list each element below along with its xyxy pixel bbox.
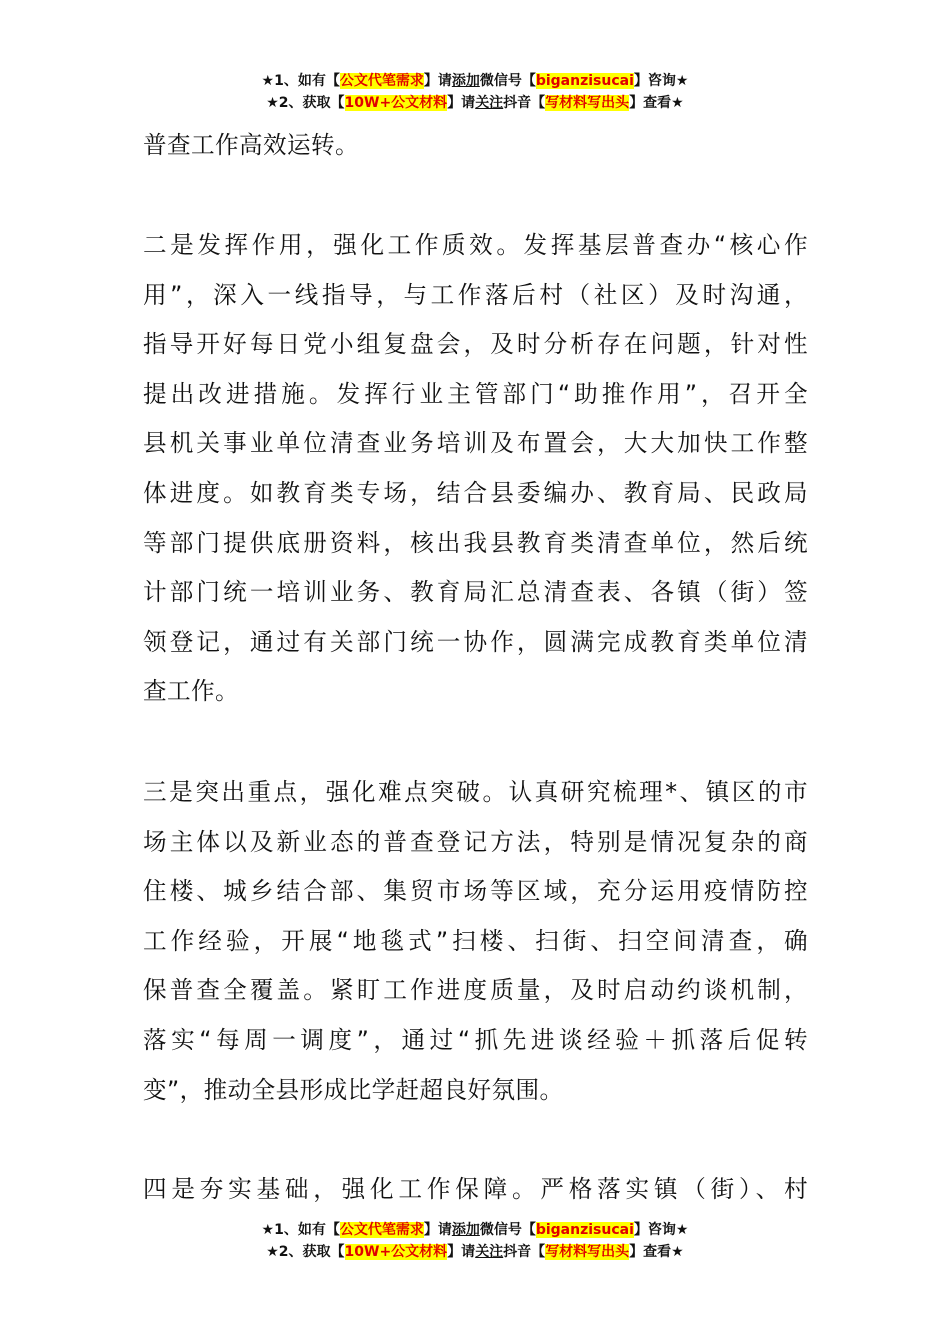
paragraph-line: 提出改进措施。发挥行业主管部门“助推作用”，召开全 <box>143 379 808 408</box>
paragraph-line: 保普查全覆盖。紧盯工作进度质量，及时启动约谈机制， <box>143 976 808 1005</box>
banner-text: ★1、如有【 <box>261 1222 340 1238</box>
banner-text: 】咨询★ <box>633 1222 689 1238</box>
banner-text: 】请 <box>447 1244 476 1260</box>
paragraph-line: 用”，深入一线指导，与工作落后村（社区）及时沟通， <box>143 280 808 309</box>
banner-text: 微信号【 <box>479 1222 536 1238</box>
paragraph-line: 住楼、城乡结合部、集贸市场等区域，充分运用疫情防控 <box>143 877 808 906</box>
banner-text: 】咨询★ <box>633 73 689 89</box>
paragraph-four <box>143 1165 808 1215</box>
paragraph-line: 领登记，通过有关部门统一协作，圆满完成教育类单位清 <box>143 627 808 656</box>
banner-text: 】查看★ <box>629 1244 684 1260</box>
banner-text: 】请 <box>447 95 476 111</box>
banner-line-1 <box>0 1219 950 1241</box>
paragraph-line: 指导开好每日党小组复盘会，及时分析存在问题，针对性 <box>143 330 808 359</box>
paragraph-continuation <box>143 121 808 171</box>
paragraph-line: 体进度。如教育类专场，结合县委编办、教育局、民政局 <box>143 478 808 507</box>
banner-highlight: 公文代笔需求 <box>339 73 424 89</box>
banner-underlined: 添加 <box>451 1222 480 1238</box>
banner-text: 抖音【 <box>503 95 546 111</box>
paragraph-line: 等部门提供底册资料，核出我县教育类清查单位，然后统 <box>143 528 808 557</box>
banner-highlight: 10W+公文材料 <box>344 95 448 111</box>
paragraph-line: 普查工作高效运转。 <box>143 131 359 159</box>
banner-line-1 <box>0 70 950 92</box>
paragraph-three <box>143 768 808 1115</box>
banner-underlined: 添加 <box>451 73 480 89</box>
paragraph-line: 变”，推动全县形成比学赶超良好氛围。 <box>143 1075 564 1104</box>
paragraph-line: 场主体以及新业态的普查登记方法，特别是情况复杂的商 <box>143 827 808 856</box>
paragraph-two <box>143 221 808 717</box>
banner-underlined: 关注 <box>475 95 504 111</box>
banner-text: 抖音【 <box>503 1244 546 1260</box>
banner-highlight: 公文代笔需求 <box>339 1222 424 1238</box>
banner-text: 】请 <box>423 1222 452 1238</box>
banner-line-2 <box>0 1241 950 1263</box>
banner-text: ★1、如有【 <box>261 73 340 89</box>
banner-text: ★2、获取【 <box>266 1244 345 1260</box>
banner-underlined: 关注 <box>475 1244 504 1260</box>
paragraph-line: 查工作。 <box>143 677 239 706</box>
paragraph-line: 四是夯实基础，强化工作保障。严格落实镇（街）、村 <box>143 1175 808 1203</box>
banner-text: 】查看★ <box>629 95 684 111</box>
banner-highlight: 10W+公文材料 <box>344 1244 448 1260</box>
paragraph-line: 计部门统一培训业务、教育局汇总清查表、各镇（街）签 <box>143 578 808 607</box>
paragraph-line: 二是发挥作用，强化工作质效。发挥基层普查办“核心作 <box>143 231 808 259</box>
paragraph-line: 工作经验，开展“地毯式”扫楼、扫街、扫空间清查，确 <box>143 926 808 955</box>
header-banner <box>0 70 950 114</box>
banner-text: ★2、获取【 <box>266 95 345 111</box>
paragraph-line: 落实“每周一调度”，通过“抓先进谈经验＋抓落后促转 <box>143 1025 808 1054</box>
banner-highlight-wechat: biganzisucai <box>535 1222 634 1238</box>
footer-banner <box>0 1219 950 1263</box>
paragraph-line: 三是突出重点，强化难点突破。认真研究梳理*、镇区的市 <box>143 778 808 806</box>
banner-highlight-douyin: 写材料写出头 <box>545 95 630 111</box>
banner-text: 微信号【 <box>479 73 536 89</box>
banner-highlight-douyin: 写材料写出头 <box>545 1244 630 1260</box>
banner-text: 】请 <box>423 73 452 89</box>
banner-highlight-wechat: biganzisucai <box>535 73 634 89</box>
paragraph-line: 县机关事业单位清查业务培训及布置会，大大加快工作整 <box>143 429 808 458</box>
banner-line-2 <box>0 92 950 114</box>
